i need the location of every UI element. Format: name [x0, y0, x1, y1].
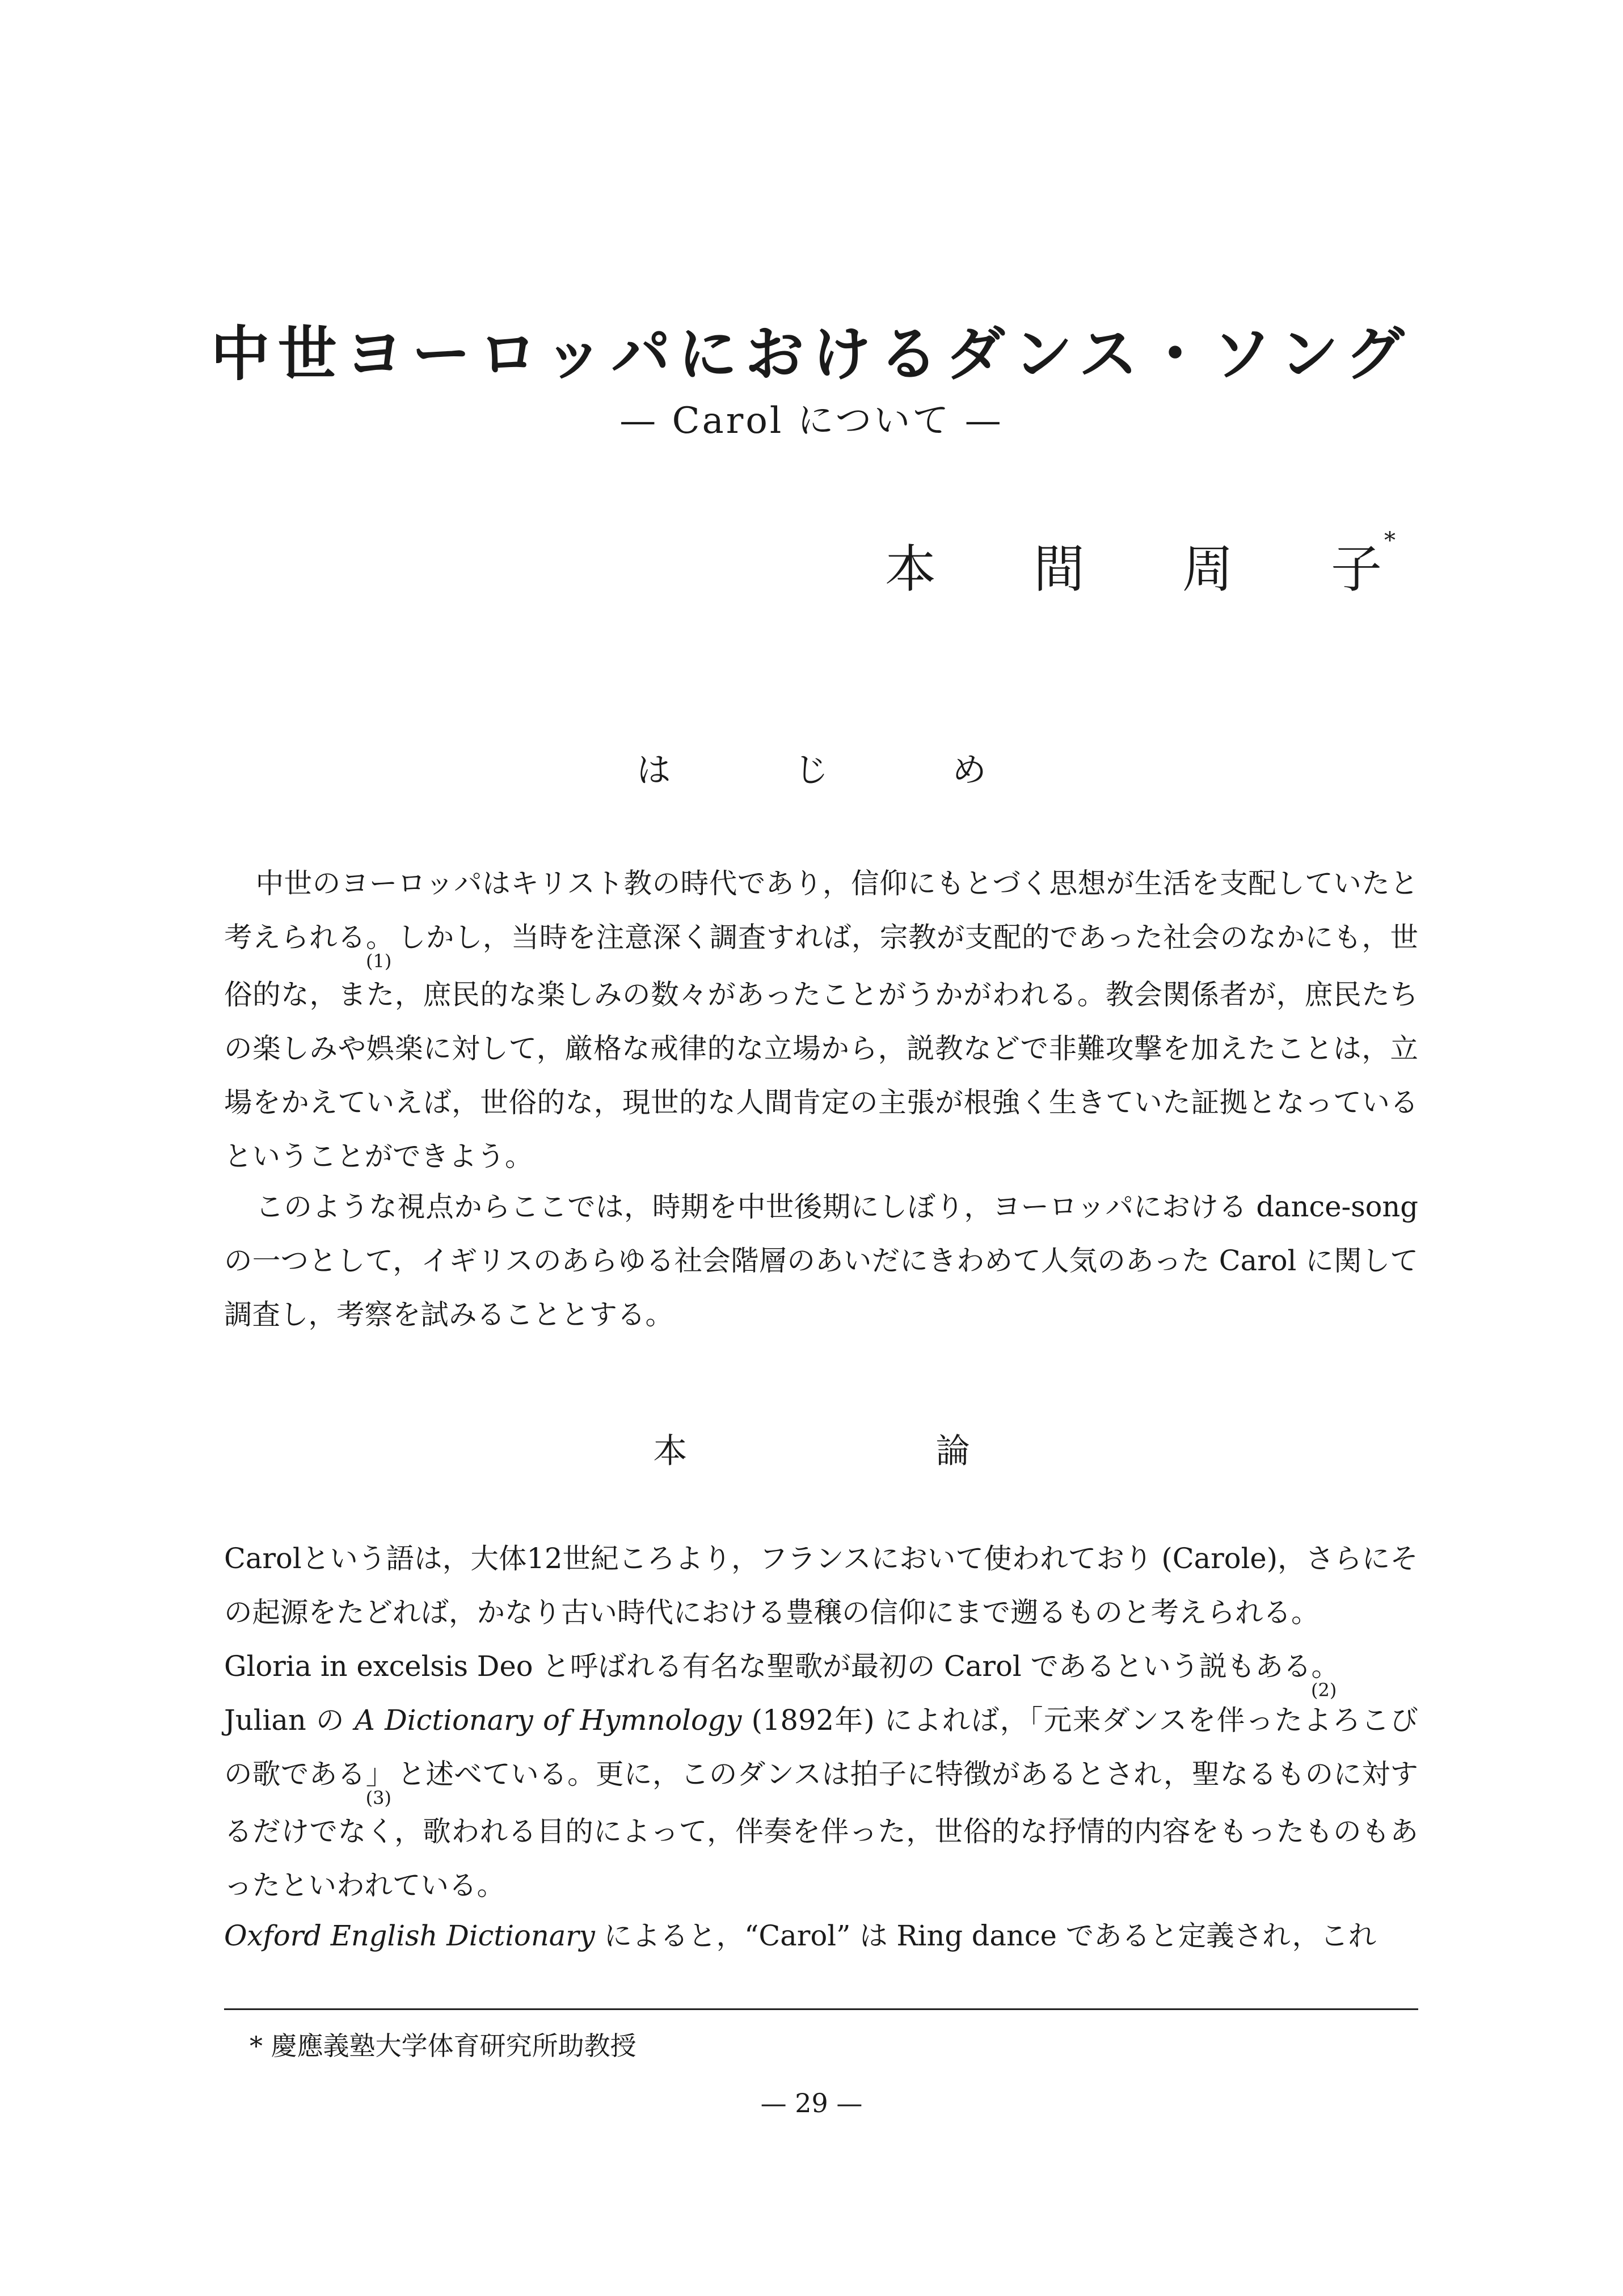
paragraph-text: Julian の	[224, 1704, 355, 1737]
paragraph-text: Gloria in excelsis Deo と呼ばれる有名な聖歌が最初の Carol であるという説もある。	[224, 1650, 1339, 1683]
author-char	[1331, 528, 1396, 601]
paper-subtitle: — Carol について —	[619, 400, 1004, 442]
heading-char: は	[636, 751, 671, 790]
book-title: Oxford English Dictionary	[224, 1919, 595, 1952]
paragraph-text: Carolという語は，大体12世紀ころより，フランスにおいて使われており (Carole)，さらにその起源をたどれば，かなり古い時代における豊穣の信仰にまで遡るものと考えられる。	[224, 1542, 1418, 1629]
paragraph-text: と述べている。更に，このダンスは拍子に特徴があるとされ，聖なるものに対するだけでなく，歌われる目的によって，伴奏を伴った，世俗的な抒情的内容をもったものもあったといわれている。	[224, 1758, 1418, 1902]
heading-char: め	[952, 751, 987, 790]
paragraph-text: によると，“Carol” は Ring dance であると定義され，これ	[595, 1919, 1377, 1952]
heading-char: 論	[935, 1431, 970, 1471]
section-heading-introduction	[0, 743, 1623, 792]
main-paragraph-2	[224, 1640, 1418, 1701]
author-char: 子	[1331, 540, 1382, 599]
book-title: A Dictionary of Hymnology	[355, 1704, 742, 1737]
page-number: — 29 —	[760, 2088, 863, 2118]
author-char: 本	[885, 540, 936, 599]
paragraph-text: このような視点からここでは，時期を中世後期にしぼり，ヨーロッパにおける dance-song の一つとして，イギリスのあらゆる社会階層のあいだにきわめて人気のあった Carol に関して調査し，考察を試みることとする。	[224, 1190, 1418, 1331]
author-char: 周	[1182, 540, 1233, 599]
main-paragraph-1	[224, 1532, 1418, 1640]
section-heading-main	[0, 1424, 1623, 1473]
heading-char: じ	[794, 751, 829, 790]
intro-paragraph-1	[224, 857, 1418, 1183]
main-paragraph-3	[224, 1693, 1418, 1912]
paragraph-text: しかし，当時を注意深く調査すれば，宗教が支配的であった社会のなかにも，世俗的な，また，庶民的な楽しみの数々があったことがうかがわれる。教会関係者が，庶民たちの楽しみや娯楽に対して，厳格な戒律的な立場から，説教などで非難攻撃を加えたことは，立場をかえていえば，世俗的な，現世的な人間肯定の主張が根強く生きていた証拠となっているということができよう。	[224, 921, 1418, 1173]
heading-char: 本	[653, 1431, 688, 1471]
author-name	[885, 528, 1396, 601]
footnote-ref-3: (3)	[365, 1787, 391, 1809]
footnote-divider	[224, 2008, 1418, 2010]
main-paragraph-4	[224, 1909, 1418, 1963]
paragraph-text: 中世のヨーロッパはキリスト教の時代であり，信仰にもとづく思想が生活を支配していたと考えられる。	[224, 867, 1418, 954]
author-footnote-mark: *	[1384, 528, 1396, 554]
intro-paragraph-2	[224, 1180, 1418, 1342]
footnote-ref-1: (1)	[366, 950, 392, 972]
author-affiliation-footnote: * 慶應義塾大学体育研究所助教授	[250, 2030, 636, 2061]
paragraph-text: (1892年) によれば，「元来ダンスを伴ったよろこびの歌である」	[224, 1704, 1419, 1791]
author-char: 間	[1034, 540, 1085, 599]
footnote-ref-2: (2)	[1310, 1679, 1337, 1701]
paper-title: 中世ヨーロッパにおけるダンス・ソング	[210, 319, 1413, 389]
